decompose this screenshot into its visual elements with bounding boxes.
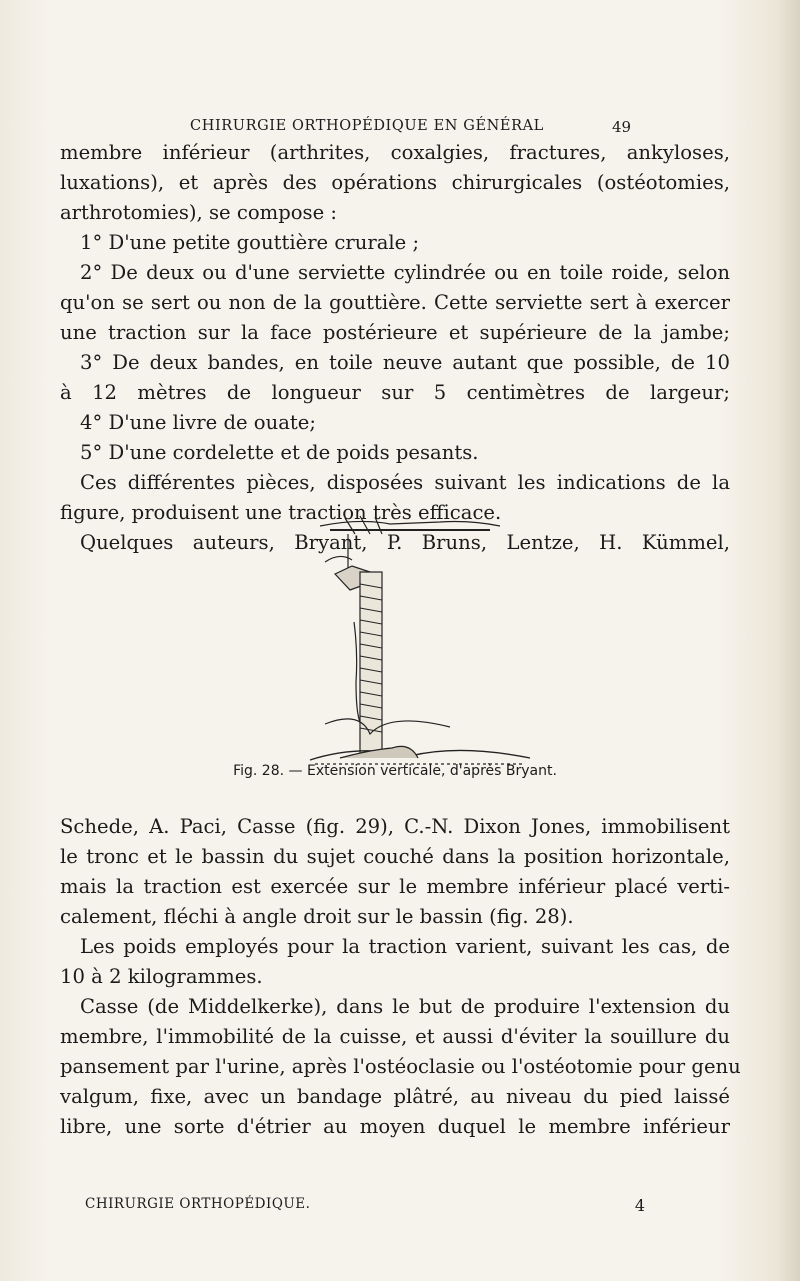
text-line: une traction sur la face postérieure et supérieure de la jambe; bbox=[60, 321, 730, 344]
text-line: libre, une sorte d'étrier au moyen duquel le membre inférieur bbox=[60, 1115, 730, 1138]
text-line: le tronc et le bassin du sujet couché dans la position horizontale, bbox=[60, 845, 730, 868]
text-line: Casse (de Middelkerke), dans le but de produire l'extension du bbox=[80, 995, 730, 1018]
body-text-bottom bbox=[60, 812, 741, 1142]
signature-mark: CHIRURGIE ORTHOPÉDIQUE. bbox=[85, 1196, 311, 1212]
text-line: membre, l'immobilité de la cuisse, et aussi d'éviter la souillure du bbox=[60, 1025, 730, 1048]
text-line: luxations), et après des opérations chirurgicales (ostéotomies, bbox=[60, 171, 730, 194]
body-text-top bbox=[60, 138, 730, 558]
running-title: CHIRURGIE ORTHOPÉDIQUE EN GÉNÉRAL bbox=[190, 118, 544, 134]
text-line: valgum, fixe, avec un bandage plâtré, au niveau du pied laissé bbox=[60, 1085, 730, 1108]
text-line: à 12 mètres de longueur sur 5 centimètres de largeur; bbox=[60, 381, 730, 404]
text-line: pansement par l'urine, après l'ostéoclasie ou l'ostéotomie pour genu bbox=[60, 1055, 741, 1078]
text-line: Schede, A. Paci, Casse (fig. 29), C.-N. Dixon Jones, immobilisent bbox=[60, 815, 730, 838]
text-line: 10 à 2 kilogrammes. bbox=[60, 965, 263, 988]
text-line: Quelques auteurs, Bryant, P. Bruns, Lentze, H. Kümmel, bbox=[80, 531, 730, 554]
text-line: 4° D'une livre de ouate; bbox=[80, 411, 316, 434]
text-line: Ces différentes pièces, disposées suivant les indications de la bbox=[80, 471, 730, 494]
text-line: qu'on se sert ou non de la gouttière. Cette serviette sert à exercer bbox=[60, 291, 730, 314]
text-line: arthrotomies), se compose : bbox=[60, 201, 338, 224]
text-line: figure, produisent une traction très efficace. bbox=[60, 501, 502, 524]
text-line: membre inférieur (arthrites, coxalgies, fractures, ankyloses, bbox=[60, 141, 730, 164]
signature-number: 4 bbox=[634, 1196, 645, 1215]
text-line: 3° De deux bandes, en toile neuve autant que possible, de 10 bbox=[80, 351, 730, 374]
text-line: 5° D'une cordelette et de poids pesants. bbox=[80, 441, 479, 464]
figure-illustration bbox=[300, 512, 540, 772]
text-line: mais la traction est exercée sur le membre inférieur placé verti- bbox=[60, 875, 730, 898]
running-header bbox=[0, 118, 800, 138]
page-number: 49 bbox=[612, 118, 632, 136]
signature-line bbox=[85, 1196, 645, 1216]
text-line: 1° D'une petite gouttière crurale ; bbox=[80, 231, 420, 254]
text-line: calement, fléchi à angle droit sur le bassin (fig. 28). bbox=[60, 905, 574, 928]
text-line: 2° De deux ou d'une serviette cylindrée ou en toile roide, selon bbox=[80, 261, 730, 284]
text-line: Les poids employés pour la traction varient, suivant les cas, de bbox=[80, 935, 730, 958]
figure-caption: Fig. 28. — Extension verticale, d'après Bryant. bbox=[233, 763, 557, 779]
